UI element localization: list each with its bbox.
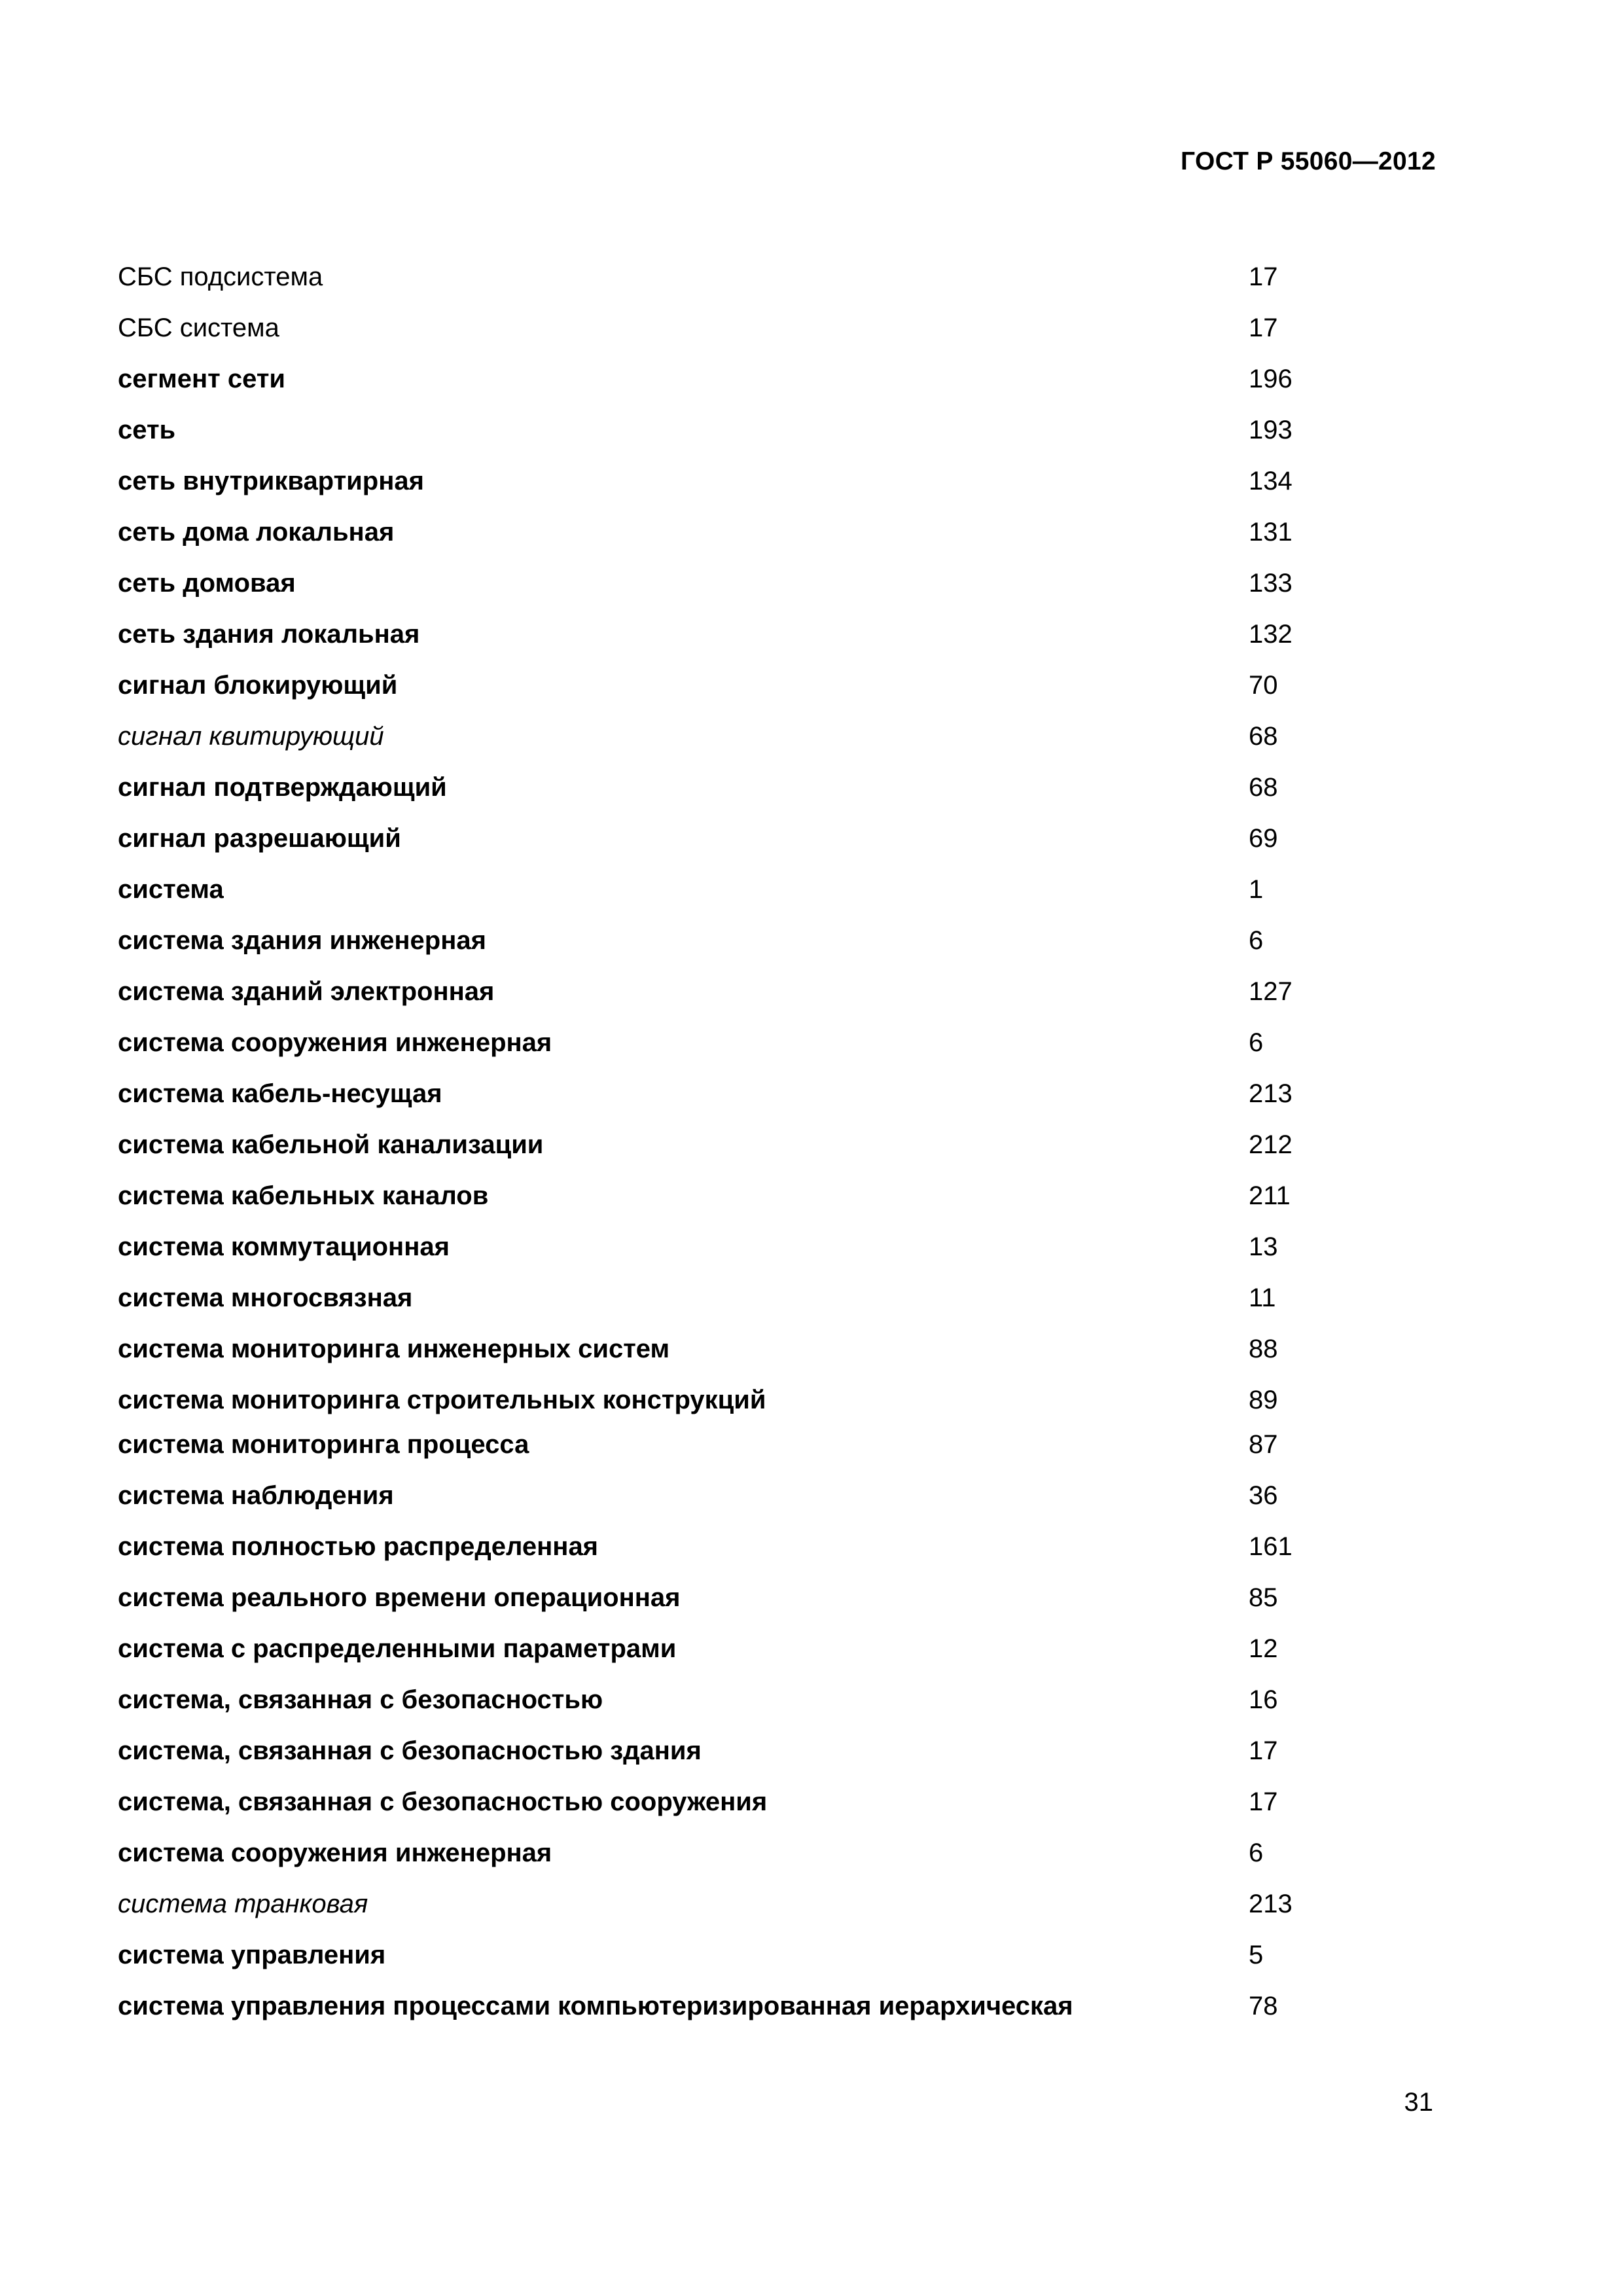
index-entry-number: 131 — [1249, 518, 1293, 547]
index-term: сигнал разрешающий — [118, 824, 401, 853]
index-entry-number: 36 — [1249, 1481, 1278, 1510]
index-term: сеть здания локальная — [118, 620, 420, 649]
index-term: сеть дома локальная — [118, 518, 395, 547]
index-entry — [118, 924, 1440, 975]
index-entry — [118, 1530, 1440, 1581]
index-term: система здания инженерная — [118, 926, 486, 955]
index-entry-number: 127 — [1249, 977, 1293, 1006]
index-term: система реального времени операционная — [118, 1583, 681, 1612]
index-entry-number: 161 — [1249, 1532, 1293, 1561]
index-entry-number: 17 — [1249, 1787, 1278, 1816]
index-entry — [118, 1581, 1440, 1632]
index-term: система мониторинга инженерных систем — [118, 1335, 670, 1363]
index-term: сигнал блокирующий — [118, 671, 398, 700]
index-term: система многосвязная — [118, 1283, 413, 1312]
index-entry-number: 134 — [1249, 467, 1293, 495]
index-term: система транковая — [118, 1890, 368, 1918]
index-entry — [118, 1785, 1440, 1837]
index-term: система зданий электронная — [118, 977, 495, 1006]
index-entry — [118, 1734, 1440, 1785]
index-term: СБС система — [118, 314, 279, 342]
index-entry-number: 6 — [1249, 926, 1264, 955]
document-header: ГОСТ Р 55060—2012 — [1181, 147, 1436, 175]
index-entry-number: 69 — [1249, 824, 1278, 853]
index-entry-number: 213 — [1249, 1079, 1293, 1108]
index-entry — [118, 618, 1440, 669]
index-entry-number: 11 — [1249, 1283, 1276, 1312]
index-entry-number: 5 — [1249, 1941, 1264, 1969]
index-term: система, связанная с безопасностью — [118, 1685, 603, 1714]
index-term: система мониторинга процесса — [118, 1430, 529, 1459]
index-entry-number: 68 — [1249, 722, 1278, 751]
index-entry-number: 193 — [1249, 416, 1293, 444]
index-entry-number: 6 — [1249, 1839, 1264, 1867]
index-entry — [118, 1990, 1440, 2041]
index-entry — [118, 1333, 1440, 1384]
index-entry — [118, 312, 1440, 363]
index-term: СБС подсистема — [118, 262, 323, 291]
index-entry — [118, 363, 1440, 414]
index-entry-number: 17 — [1249, 1736, 1278, 1765]
index-entry — [118, 669, 1440, 720]
index-entry — [118, 975, 1440, 1026]
index-term: система кабельных каналов — [118, 1181, 489, 1210]
index-entry — [118, 1428, 1440, 1479]
index-entry — [118, 567, 1440, 618]
index-entry-number: 78 — [1249, 1992, 1278, 2020]
index-entry-number: 196 — [1249, 365, 1293, 393]
index-entry — [118, 1230, 1440, 1282]
index-entry-number: 6 — [1249, 1028, 1264, 1057]
index-entry-number: 88 — [1249, 1335, 1278, 1363]
index-entry-number: 133 — [1249, 569, 1293, 598]
index-entry — [118, 260, 1440, 312]
index-entry — [118, 1939, 1440, 1990]
index-term: система управления процессами компьютеризированная иерархическая — [118, 1992, 1073, 2020]
index-term: сигнал квитирующий — [118, 722, 384, 751]
index-term: сеть внутриквартирная — [118, 467, 424, 495]
index-term: система управления — [118, 1941, 386, 1969]
index-term: сеть домовая — [118, 569, 296, 598]
index-entry — [118, 1837, 1440, 1888]
index-entry-number: 17 — [1249, 262, 1278, 291]
index-term: сигнал подтверждающий — [118, 773, 447, 802]
index-entry-number: 12 — [1249, 1634, 1278, 1663]
index-entry-number: 13 — [1249, 1232, 1278, 1261]
index-term: система кабельной канализации — [118, 1130, 544, 1159]
index-entry-number: 17 — [1249, 314, 1278, 342]
index-term: система — [118, 875, 224, 904]
index-entry — [118, 1479, 1440, 1530]
index-entry — [118, 1632, 1440, 1683]
index-entry — [118, 516, 1440, 567]
index-term: система коммутационная — [118, 1232, 450, 1261]
index-entry-number: 213 — [1249, 1890, 1293, 1918]
index-term: система наблюдения — [118, 1481, 394, 1510]
index-term: система кабель-несущая — [118, 1079, 442, 1108]
index-entry — [118, 1888, 1440, 1939]
index-entry — [118, 1282, 1440, 1333]
index-entry — [118, 1179, 1440, 1230]
index-entry — [118, 771, 1440, 822]
page-number: 31 — [1404, 2088, 1433, 2117]
index-term: система мониторинга строительных конструкций — [118, 1386, 766, 1414]
index-list — [118, 260, 1440, 2041]
index-entry — [118, 1077, 1440, 1128]
index-term: система, связанная с безопасностью сооружения — [118, 1787, 768, 1816]
index-entry-number: 68 — [1249, 773, 1278, 802]
index-term: система с распределенными параметрами — [118, 1634, 677, 1663]
index-term: сеть — [118, 416, 176, 444]
index-entry — [118, 873, 1440, 924]
index-entry — [118, 465, 1440, 516]
index-term: система сооружения инженерная — [118, 1028, 552, 1057]
index-entry — [118, 414, 1440, 465]
index-entry-number: 87 — [1249, 1430, 1278, 1459]
index-entry-number: 16 — [1249, 1685, 1278, 1714]
index-entry — [118, 720, 1440, 771]
index-entry-number: 132 — [1249, 620, 1293, 649]
index-entry-number: 211 — [1249, 1181, 1291, 1210]
index-term: сегмент сети — [118, 365, 285, 393]
index-term: система сооружения инженерная — [118, 1839, 552, 1867]
index-entry-number: 70 — [1249, 671, 1278, 700]
index-entry-number: 1 — [1249, 875, 1264, 904]
index-entry — [118, 1683, 1440, 1734]
index-entry — [118, 1384, 1440, 1428]
index-term: система, связанная с безопасностью здания — [118, 1736, 702, 1765]
index-entry — [118, 1128, 1440, 1179]
index-entry-number: 212 — [1249, 1130, 1293, 1159]
index-entry — [118, 1026, 1440, 1077]
index-entry-number: 85 — [1249, 1583, 1278, 1612]
index-term: система полностью распределенная — [118, 1532, 599, 1561]
index-entry-number: 89 — [1249, 1386, 1278, 1414]
index-entry — [118, 822, 1440, 873]
